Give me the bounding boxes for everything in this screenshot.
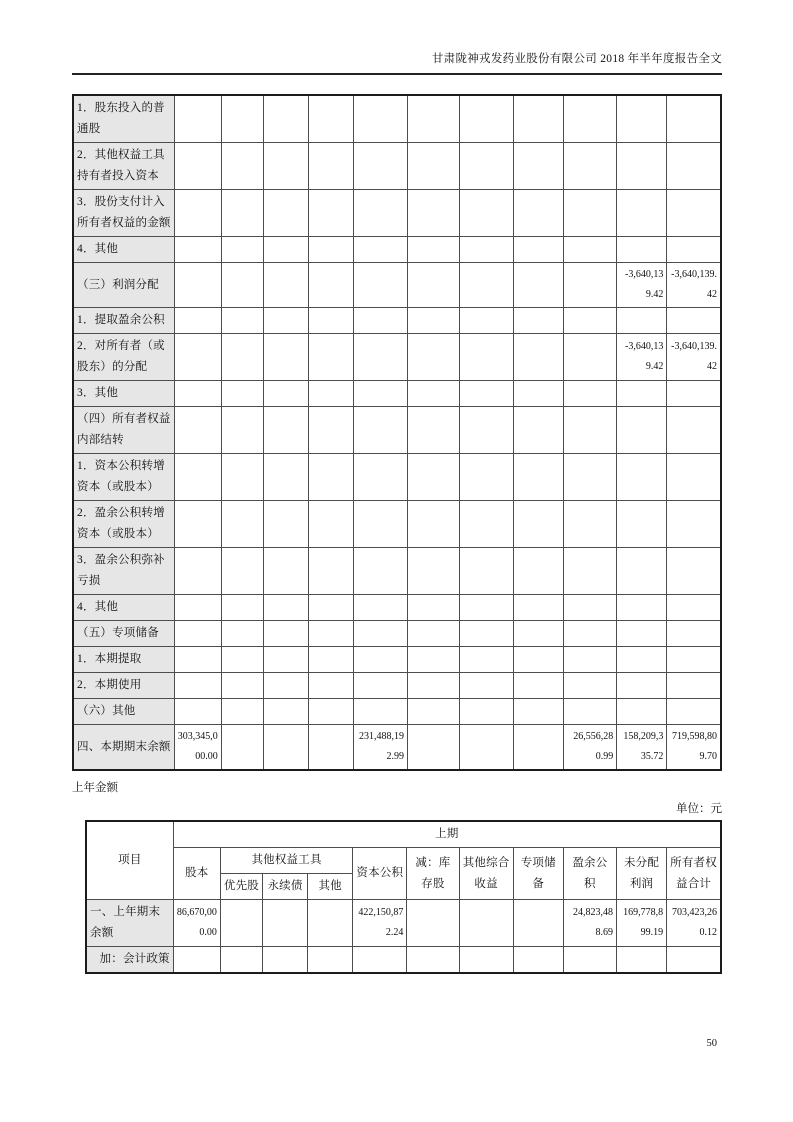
value-cell	[220, 900, 262, 947]
value-cell	[407, 947, 459, 974]
value-cell	[460, 454, 514, 501]
prior-period-table-body	[86, 900, 721, 974]
value-cell	[308, 647, 353, 673]
prior-period-equity-table	[85, 820, 722, 974]
value-cell	[353, 381, 407, 407]
table-row	[73, 190, 721, 237]
column-header-period: 上期	[173, 821, 721, 848]
table-row	[73, 407, 721, 454]
table-row	[73, 143, 721, 190]
value-cell	[514, 699, 564, 725]
value-cell	[514, 621, 564, 647]
row-label: 四、本期期末余额	[73, 725, 174, 771]
table-row	[73, 381, 721, 407]
value-cell	[174, 308, 221, 334]
row-label: 一、上年期末余额	[86, 900, 173, 947]
table-row	[86, 947, 721, 974]
value-cell	[667, 143, 721, 190]
value-cell	[564, 548, 617, 595]
value-cell	[513, 947, 563, 974]
value-cell	[617, 699, 667, 725]
value-cell	[514, 454, 564, 501]
value-cell	[667, 647, 721, 673]
value-cell	[667, 237, 721, 263]
value-cell	[407, 647, 459, 673]
value-cell	[564, 407, 617, 454]
value-cell	[262, 900, 307, 947]
unit-label: 单位：元	[676, 803, 722, 815]
value-cell	[617, 454, 667, 501]
value-cell	[667, 621, 721, 647]
value-cell	[353, 308, 407, 334]
value-cell	[174, 454, 221, 501]
value-cell	[221, 381, 263, 407]
value-cell	[460, 190, 514, 237]
table-row	[73, 595, 721, 621]
value-cell	[617, 407, 667, 454]
value-cell	[564, 699, 617, 725]
value-cell	[221, 334, 263, 381]
value-cell	[460, 143, 514, 190]
value-cell	[263, 595, 308, 621]
value-cell	[308, 699, 353, 725]
value-cell	[174, 647, 221, 673]
value-cell	[460, 501, 514, 548]
column-header-share-capital: 股本	[173, 848, 220, 900]
value-cell	[667, 548, 721, 595]
value-cell: -3,640,139.42	[667, 334, 721, 381]
value-cell	[353, 143, 407, 190]
value-cell	[617, 647, 667, 673]
value-cell	[407, 237, 459, 263]
row-label: （五）专项储备	[73, 621, 174, 647]
value-cell	[220, 947, 262, 974]
value-cell	[221, 501, 263, 548]
value-cell	[564, 95, 617, 143]
column-header-preferred-stock: 优先股	[220, 874, 262, 900]
value-cell	[617, 143, 667, 190]
value-cell	[174, 673, 221, 699]
value-cell	[308, 548, 353, 595]
value-cell	[221, 548, 263, 595]
value-cell	[263, 548, 308, 595]
value-cell	[263, 308, 308, 334]
value-cell	[174, 621, 221, 647]
column-header-less-treasury-stock: 减：库存股	[407, 848, 459, 900]
value-cell: 158,209,335.72	[617, 725, 667, 771]
value-cell	[407, 699, 459, 725]
value-cell	[221, 699, 263, 725]
column-header-other-instrument: 其他	[308, 874, 353, 900]
value-cell	[617, 621, 667, 647]
section-label: 上年金额	[72, 782, 118, 794]
value-cell	[407, 595, 459, 621]
value-cell	[353, 95, 407, 143]
value-cell	[460, 95, 514, 143]
row-label: 2．本期使用	[73, 673, 174, 699]
prior-period-table-header	[86, 821, 721, 900]
value-cell: 703,423,260.12	[667, 900, 721, 947]
column-header-item: 项目	[86, 821, 173, 900]
value-cell	[514, 673, 564, 699]
value-cell	[174, 237, 221, 263]
value-cell	[221, 454, 263, 501]
value-cell	[221, 647, 263, 673]
value-cell	[667, 190, 721, 237]
value-cell	[564, 647, 617, 673]
value-cell	[353, 548, 407, 595]
value-cell	[174, 595, 221, 621]
value-cell: 303,345,000.00	[174, 725, 221, 771]
value-cell	[308, 190, 353, 237]
value-cell	[407, 143, 459, 190]
value-cell	[667, 673, 721, 699]
header-row-period	[86, 821, 721, 848]
row-label: 1．股东投入的普通股	[73, 95, 174, 143]
current-period-equity-table	[72, 94, 722, 771]
value-cell	[617, 237, 667, 263]
value-cell	[407, 407, 459, 454]
value-cell	[262, 947, 307, 974]
table-row	[73, 95, 721, 143]
row-label: （四）所有者权益内部结转	[73, 407, 174, 454]
value-cell	[460, 699, 514, 725]
value-cell: 231,488,192.99	[353, 725, 407, 771]
value-cell	[353, 263, 407, 308]
value-cell: 719,598,809.70	[667, 725, 721, 771]
value-cell	[174, 381, 221, 407]
table-row	[73, 673, 721, 699]
value-cell	[407, 381, 459, 407]
column-header-owners-equity-total: 所有者权益合计	[667, 848, 721, 900]
row-label: 1．提取盈余公积	[73, 308, 174, 334]
value-cell	[174, 190, 221, 237]
value-cell	[564, 143, 617, 190]
current-period-table-body	[73, 95, 721, 770]
value-cell	[308, 900, 353, 947]
value-cell	[263, 501, 308, 548]
value-cell	[221, 407, 263, 454]
value-cell	[407, 673, 459, 699]
table-row	[73, 454, 721, 501]
value-cell	[263, 334, 308, 381]
value-cell	[460, 237, 514, 263]
value-cell	[407, 725, 459, 771]
row-label: 3．股份支付计入所有者权益的金额	[73, 190, 174, 237]
page-number: 50	[706, 1038, 717, 1049]
value-cell	[459, 900, 513, 947]
value-cell	[263, 725, 308, 771]
value-cell: 86,670,000.00	[173, 900, 220, 947]
value-cell	[221, 673, 263, 699]
row-label: 1．本期提取	[73, 647, 174, 673]
row-label: 2．其他权益工具持有者投入资本	[73, 143, 174, 190]
value-cell	[263, 381, 308, 407]
value-cell	[308, 381, 353, 407]
value-cell	[308, 621, 353, 647]
table-row	[73, 621, 721, 647]
value-cell	[353, 190, 407, 237]
value-cell	[263, 699, 308, 725]
table-row	[73, 548, 721, 595]
value-cell: -3,640,139.42	[617, 263, 667, 308]
value-cell	[617, 673, 667, 699]
value-cell	[353, 621, 407, 647]
value-cell	[514, 548, 564, 595]
value-cell	[263, 190, 308, 237]
value-cell	[514, 407, 564, 454]
value-cell	[667, 407, 721, 454]
column-header-surplus-reserve: 盈余公积	[563, 848, 616, 900]
value-cell	[514, 237, 564, 263]
value-cell	[407, 263, 459, 308]
column-header-perpetual-bond: 永续债	[262, 874, 307, 900]
value-cell	[617, 308, 667, 334]
value-cell	[308, 334, 353, 381]
value-cell: -3,640,139.42	[617, 334, 667, 381]
value-cell	[514, 143, 564, 190]
column-header-undistributed-profit: 未分配利润	[616, 848, 666, 900]
value-cell	[221, 95, 263, 143]
row-label: 1．资本公积转增资本（或股本）	[73, 454, 174, 501]
value-cell	[564, 263, 617, 308]
column-header-capital-reserve: 资本公积	[353, 848, 407, 900]
row-label: 加：会计政策	[86, 947, 173, 974]
value-cell	[174, 699, 221, 725]
value-cell	[514, 725, 564, 771]
value-cell	[563, 947, 616, 974]
value-cell	[514, 95, 564, 143]
value-cell	[407, 190, 459, 237]
table-row	[73, 699, 721, 725]
value-cell	[617, 548, 667, 595]
value-cell	[174, 501, 221, 548]
value-cell	[514, 334, 564, 381]
value-cell	[407, 95, 459, 143]
value-cell	[407, 334, 459, 381]
value-cell	[460, 407, 514, 454]
value-cell	[308, 673, 353, 699]
value-cell	[459, 947, 513, 974]
value-cell	[407, 900, 459, 947]
table-row	[73, 725, 721, 771]
value-cell	[564, 190, 617, 237]
value-cell	[616, 947, 666, 974]
value-cell	[564, 308, 617, 334]
row-label: 2．对所有者（或股东）的分配	[73, 334, 174, 381]
value-cell	[407, 501, 459, 548]
value-cell	[308, 501, 353, 548]
column-header-other-equity-instruments: 其他权益工具	[220, 848, 352, 874]
value-cell	[564, 454, 617, 501]
row-label: 2．盈余公积转增资本（或股本）	[73, 501, 174, 548]
header-row-groups	[86, 848, 721, 874]
value-cell	[617, 501, 667, 548]
row-label: 3．盈余公积弥补亏损	[73, 548, 174, 595]
value-cell	[221, 237, 263, 263]
value-cell	[263, 263, 308, 308]
value-cell	[617, 595, 667, 621]
table-row	[73, 308, 721, 334]
value-cell	[353, 673, 407, 699]
table-row	[86, 900, 721, 947]
table-row	[73, 263, 721, 308]
row-label: 4．其他	[73, 595, 174, 621]
row-label: 4．其他	[73, 237, 174, 263]
value-cell	[564, 501, 617, 548]
value-cell	[263, 95, 308, 143]
value-cell	[460, 647, 514, 673]
value-cell	[308, 95, 353, 143]
value-cell	[173, 947, 220, 974]
value-cell	[513, 900, 563, 947]
value-cell	[667, 308, 721, 334]
value-cell	[667, 501, 721, 548]
table-row	[73, 237, 721, 263]
value-cell	[308, 263, 353, 308]
value-cell	[353, 334, 407, 381]
value-cell	[353, 501, 407, 548]
value-cell	[667, 947, 721, 974]
value-cell	[353, 699, 407, 725]
value-cell	[353, 947, 407, 974]
value-cell: -3,640,139.42	[667, 263, 721, 308]
value-cell	[667, 595, 721, 621]
value-cell	[221, 621, 263, 647]
value-cell	[174, 334, 221, 381]
value-cell	[263, 237, 308, 263]
value-cell	[460, 673, 514, 699]
value-cell: 24,823,488.69	[563, 900, 616, 947]
value-cell	[221, 190, 263, 237]
value-cell	[617, 190, 667, 237]
column-header-special-reserve: 专项储备	[513, 848, 563, 900]
value-cell	[514, 190, 564, 237]
table-row	[73, 334, 721, 381]
value-cell	[174, 263, 221, 308]
value-cell	[564, 621, 617, 647]
value-cell	[221, 308, 263, 334]
value-cell	[263, 143, 308, 190]
value-cell	[353, 454, 407, 501]
value-cell	[564, 673, 617, 699]
value-cell	[460, 595, 514, 621]
value-cell	[353, 595, 407, 621]
value-cell	[308, 947, 353, 974]
header-rule	[72, 73, 722, 75]
value-cell	[174, 407, 221, 454]
value-cell	[407, 548, 459, 595]
value-cell	[617, 95, 667, 143]
value-cell	[174, 143, 221, 190]
value-cell	[407, 308, 459, 334]
value-cell	[460, 308, 514, 334]
value-cell	[617, 381, 667, 407]
value-cell	[514, 647, 564, 673]
value-cell	[263, 621, 308, 647]
row-label: 3．其他	[73, 381, 174, 407]
value-cell	[308, 595, 353, 621]
value-cell	[308, 407, 353, 454]
value-cell	[667, 699, 721, 725]
value-cell	[263, 454, 308, 501]
value-cell	[407, 454, 459, 501]
value-cell: 422,150,872.24	[353, 900, 407, 947]
value-cell	[263, 673, 308, 699]
value-cell	[460, 548, 514, 595]
value-cell	[221, 595, 263, 621]
value-cell	[221, 725, 263, 771]
value-cell	[514, 263, 564, 308]
value-cell	[308, 454, 353, 501]
row-label: （六）其他	[73, 699, 174, 725]
value-cell	[460, 263, 514, 308]
value-cell	[460, 725, 514, 771]
value-cell	[353, 237, 407, 263]
value-cell	[353, 407, 407, 454]
value-cell	[667, 381, 721, 407]
table-row	[73, 501, 721, 548]
value-cell	[308, 308, 353, 334]
value-cell	[667, 454, 721, 501]
value-cell	[514, 308, 564, 334]
value-cell	[174, 548, 221, 595]
value-cell	[460, 381, 514, 407]
table-row	[73, 647, 721, 673]
value-cell	[263, 647, 308, 673]
value-cell	[514, 501, 564, 548]
value-cell	[564, 334, 617, 381]
value-cell	[353, 647, 407, 673]
value-cell	[514, 595, 564, 621]
value-cell: 169,778,899.19	[616, 900, 666, 947]
value-cell	[308, 237, 353, 263]
value-cell	[221, 263, 263, 308]
value-cell	[308, 725, 353, 771]
value-cell	[564, 381, 617, 407]
value-cell: 26,556,280.99	[564, 725, 617, 771]
column-header-other-comprehensive-income: 其他综合收益	[459, 848, 513, 900]
value-cell	[407, 621, 459, 647]
value-cell	[263, 407, 308, 454]
value-cell	[308, 143, 353, 190]
value-cell	[564, 595, 617, 621]
value-cell	[460, 334, 514, 381]
value-cell	[514, 381, 564, 407]
value-cell	[564, 237, 617, 263]
value-cell	[221, 143, 263, 190]
value-cell	[174, 95, 221, 143]
row-label: （三）利润分配	[73, 263, 174, 308]
value-cell	[460, 621, 514, 647]
page-title: 甘肃陇神戎发药业股份有限公司 2018 年半年度报告全文	[431, 53, 722, 65]
value-cell	[667, 95, 721, 143]
